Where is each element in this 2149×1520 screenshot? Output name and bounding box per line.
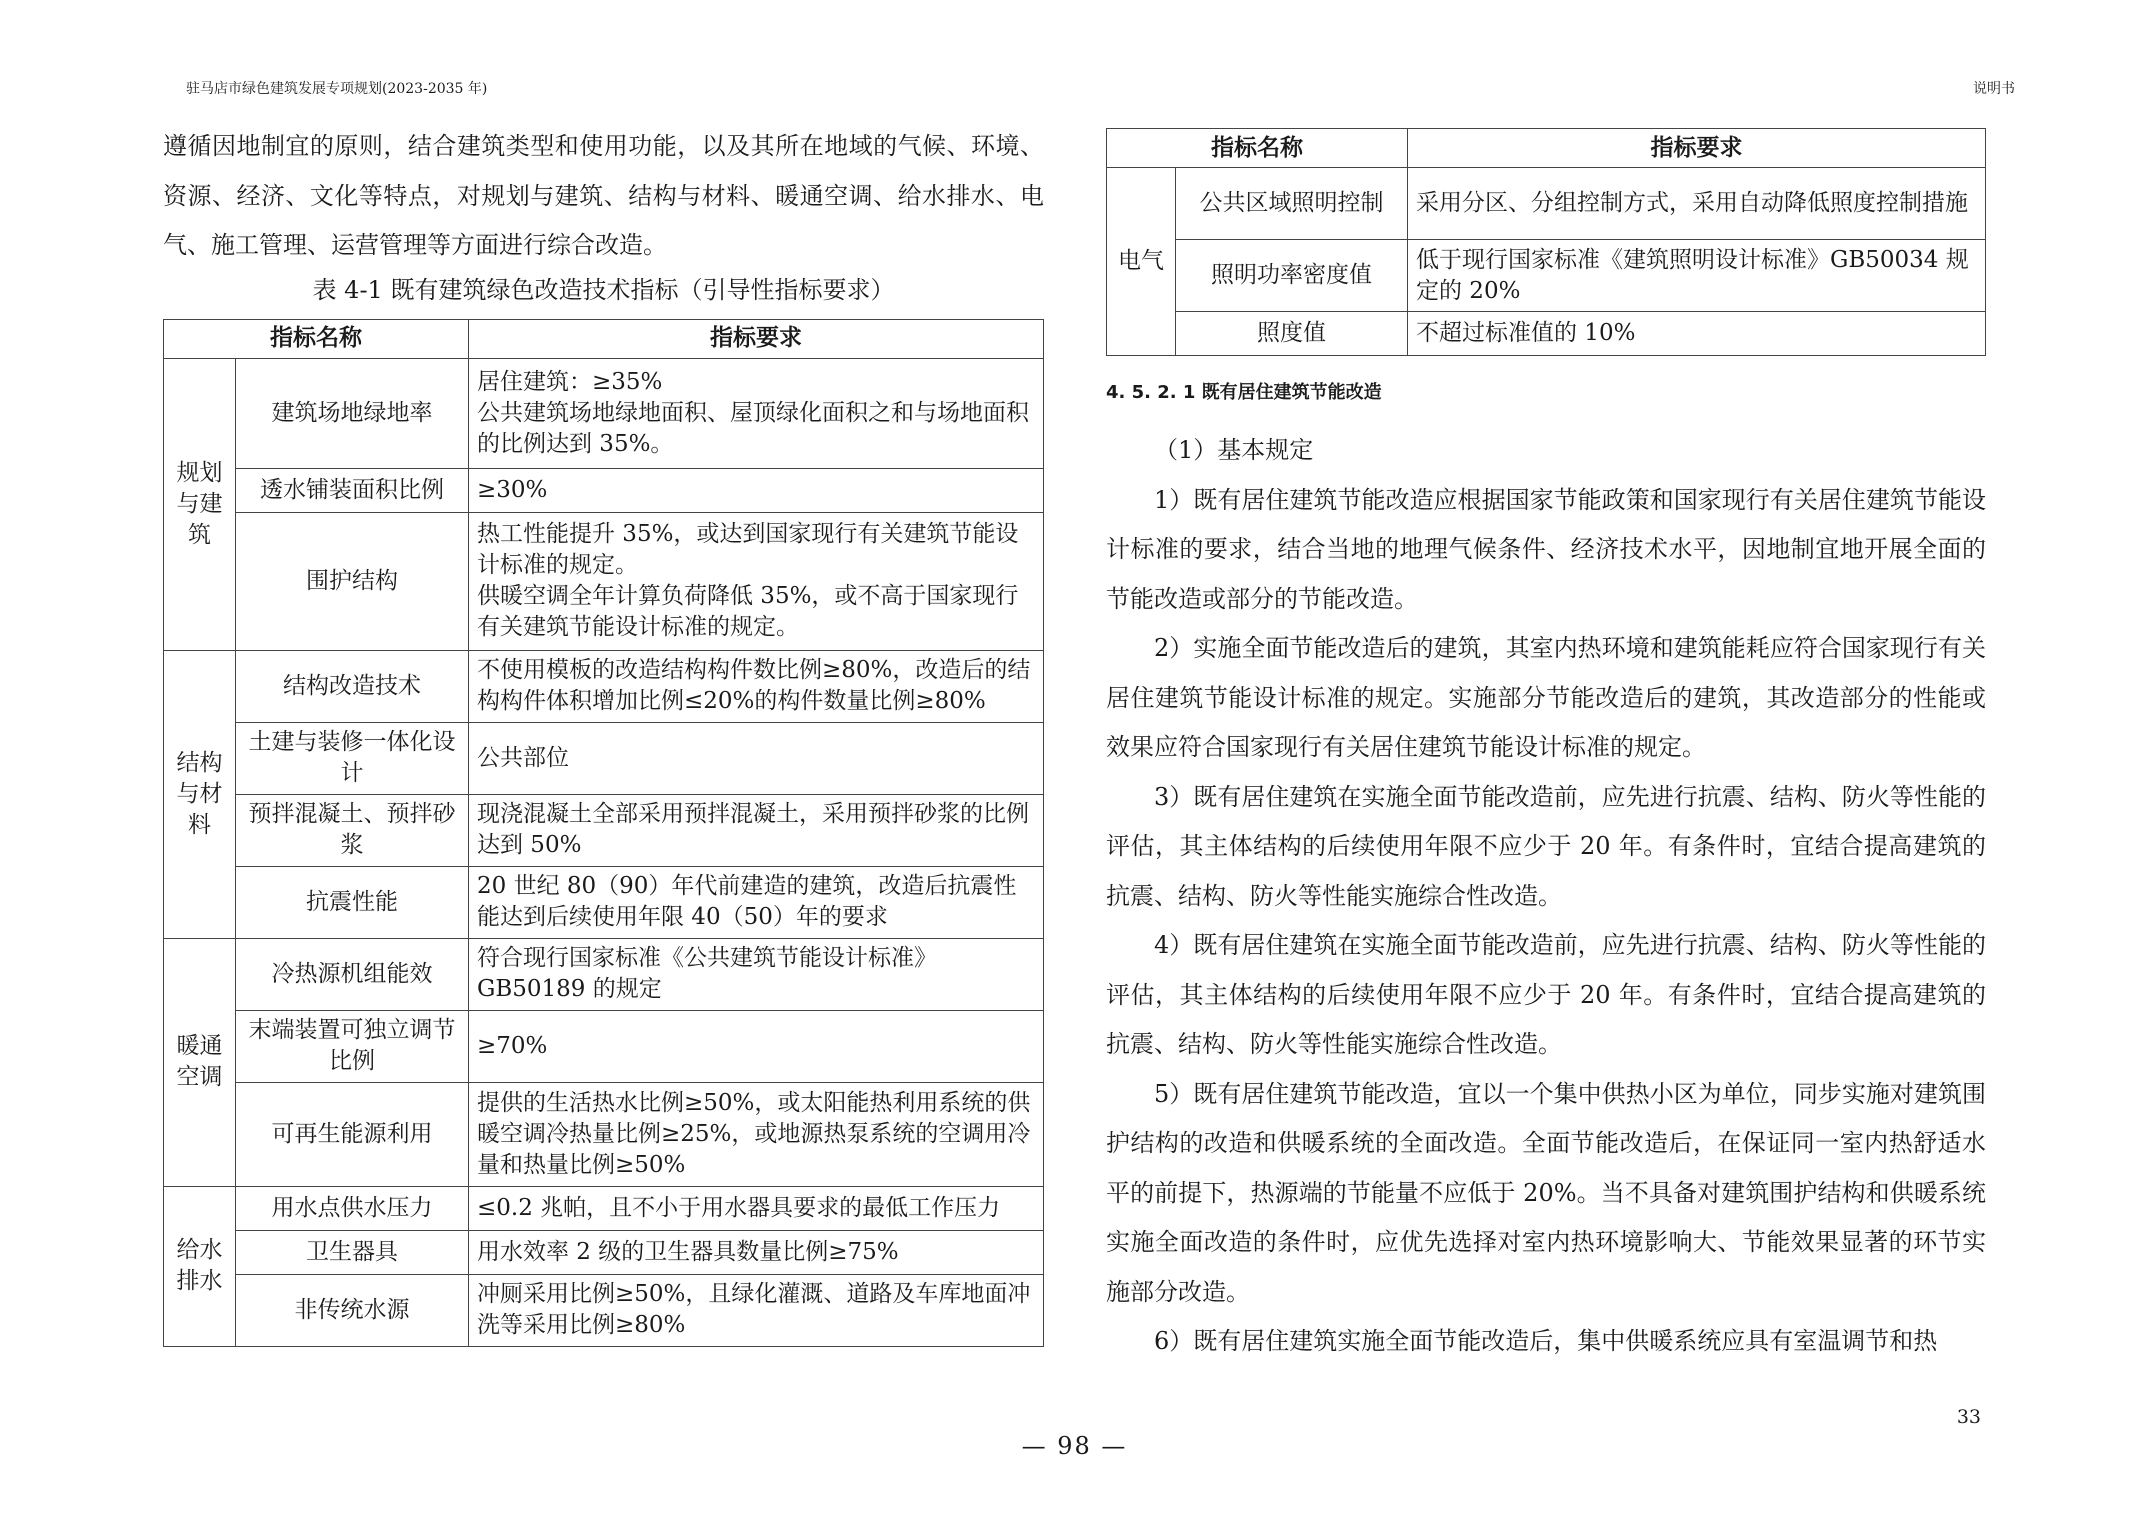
indicator-name: 公共区域照明控制 [1176,168,1408,240]
header-indicator-name: 指标名称 [1107,129,1408,168]
table-row [164,358,1044,468]
paragraph-item-5: 5）既有居住建筑节能改造，宜以一个集中供热小区为单位，同步实施对建筑围护结构的改造和供暖系统的全面改造。全面节能改造后，在保证同一室内热舒适水平的前提下，热源端的节能量不应低于 20%。当不具备对建筑围护结构和供暖系统实施全面改造的条件时，应优先选择对室内热环境影响大、节能效果显著的环节实施部分改造。 [1106,1079,1986,1306]
table-row [164,1230,1044,1274]
running-header-section: 说明书 [1973,81,2015,97]
indicator-name: 建筑场地绿地率 [236,358,469,468]
indicator-requirement: 20 世纪 80（90）年代前建造的建筑，改造后抗震性能达到后续使用年限 40（50）年的要求 [469,866,1044,938]
paragraph-item-1: 1）既有居住建筑节能改造应根据国家节能政策和国家现行有关居住建筑节能设计标准的要求，结合当地的地理气候条件、经济技术水平，因地制宜地开展全面的节能改造或部分的节能改造。 [1106,485,1986,613]
table-row [164,1010,1044,1082]
indicator-requirement: 不超过标准值的 10% [1408,312,1986,356]
paragraph-item-6: 6）既有居住建筑实施全面节能改造后，集中供暖系统应具有室温调节和热 [1154,1327,1938,1355]
indicator-name: 透水铺装面积比例 [236,468,469,512]
indicator-name: 照度值 [1176,312,1408,356]
right-column [1106,128,1986,1367]
indicator-name: 非传统水源 [236,1274,469,1346]
indicator-requirement: ≥30% [469,468,1044,512]
category-cell: 给水排水 [164,1186,236,1346]
indicator-name: 土建与装修一体化设计 [236,722,469,794]
category-cell: 电气 [1107,168,1176,356]
category-cell: 结构与材料 [164,650,236,938]
indicator-name: 用水点供水压力 [236,1186,469,1230]
left-column [163,122,1044,1347]
header-indicator-requirement: 指标要求 [1408,129,1986,168]
electrical-indicator-table [1106,128,1986,356]
table-row [1107,312,1986,356]
table-caption: 表 4-1 既有建筑绿色改造技术指标（引导性指标要求） [312,275,895,304]
indicator-requirement: 现浇混凝土全部采用预拌混凝土，采用预拌砂浆的比例达到 50% [469,794,1044,866]
indicator-requirement: 采用分区、分组控制方式，采用自动降低照度控制措施 [1408,168,1986,240]
indicator-name: 预拌混凝土、预拌砂浆 [236,794,469,866]
paragraph-basic-provisions: （1）基本规定 [1154,436,1314,464]
table-row [1107,240,1986,312]
table-row [164,1274,1044,1346]
indicator-name: 围护结构 [236,512,469,650]
running-header-title: 驻马店市绿色建筑发展专项规划(2023-2035 年) [186,81,488,97]
category-cell: 规划与建筑 [164,358,236,650]
indicator-name: 卫生器具 [236,1230,469,1274]
indicator-requirement: 低于现行国家标准《建筑照明设计标准》GB50034 规定的 20% [1408,240,1986,312]
indicator-requirement: 热工性能提升 35%，或达到国家现行有关建筑节能设计标准的规定。 供暖空调全年计算负荷降低 35%，或不高于国家现行有关建筑节能设计标准的规定。 [469,512,1044,650]
category-cell: 暖通空调 [164,938,236,1186]
table-row [164,1082,1044,1186]
table-row [164,938,1044,1010]
indicator-requirement: 符合现行国家标准《公共建筑节能设计标准》GB50189 的规定 [469,938,1044,1010]
paragraph-item-2: 2）实施全面节能改造后的建筑，其室内热环境和建筑能耗应符合国家现行有关居住建筑节能设计标准的规定。实施部分节能改造后的建筑，其改造部分的性能或效果应符合国家现行有关居住建筑节能设计标准的规定。 [1106,634,1986,761]
green-retrofit-indicator-table [163,319,1044,1347]
indicator-name: 可再生能源利用 [236,1082,469,1186]
page-number: 33 [1956,1406,1981,1428]
table-row [164,1186,1044,1230]
indicator-requirement: 公共部位 [469,722,1044,794]
paragraph-item-3: 3）既有居住建筑在实施全面节能改造前，应先进行抗震、结构、防火等性能的评估，其主体结构的后续使用年限不应少于 20 年。有条件时，宜结合提高建筑的抗震、结构、防火等性能实施综合性改造。 [1106,782,1986,910]
folio-number: — 98 — [1021,1432,1128,1460]
table-header-row [164,319,1044,358]
indicator-requirement: ≥70% [469,1010,1044,1082]
table-row [164,650,1044,722]
indicator-requirement: 不使用模板的改造结构构件数比例≥80%，改造后的结构构件体积增加比例≤20%的构件数量比例≥80% [469,650,1044,722]
table-header-row [1107,129,1986,168]
indicator-name: 抗震性能 [236,866,469,938]
indicator-name: 结构改造技术 [236,650,469,722]
table-row [164,866,1044,938]
indicator-requirement: 冲厕采用比例≥50%，且绿化灌溉、道路及车库地面冲洗等采用比例≥80% [469,1274,1044,1346]
section-subheading: 4. 5. 2. 1 既有居住建筑节能改造 [1106,382,1382,403]
table-row [164,794,1044,866]
intro-paragraph: 遵循因地制宜的原则，结合建筑类型和使用功能，以及其所在地域的气候、环境、资源、经济、文化等特点，对规划与建筑、结构与材料、暖通空调、给水排水、电气、施工管理、运营管理等方面进行综合改造。 [163,132,1044,259]
table-row [1107,168,1986,240]
paragraph-item-4: 4）既有居住建筑在实施全面节能改造前，应先进行抗震、结构、防火等性能的评估，其主体结构的后续使用年限不应少于 20 年。有条件时，宜结合提高建筑的抗震、结构、防火等性能实施综合性改造。 [1106,931,1986,1058]
indicator-requirement: 用水效率 2 级的卫生器具数量比例≥75% [469,1230,1044,1274]
indicator-requirement: ≤0.2 兆帕，且不小于用水器具要求的最低工作压力 [469,1186,1044,1230]
indicator-requirement: 居住建筑：≥35% 公共建筑场地绿地面积、屋顶绿化面积之和与场地面积的比例达到 35%。 [469,358,1044,468]
table-row [164,468,1044,512]
indicator-name: 冷热源机组能效 [236,938,469,1010]
header-indicator-name: 指标名称 [164,319,469,358]
indicator-name: 照明功率密度值 [1176,240,1408,312]
header-indicator-requirement: 指标要求 [469,319,1044,358]
indicator-requirement: 提供的生活热水比例≥50%，或太阳能热利用系统的供暖空调冷热量比例≥25%，或地源热泵系统的空调用冷量和热量比例≥50% [469,1082,1044,1186]
table-row [164,722,1044,794]
table-row [164,512,1044,650]
indicator-name: 末端装置可独立调节比例 [236,1010,469,1082]
